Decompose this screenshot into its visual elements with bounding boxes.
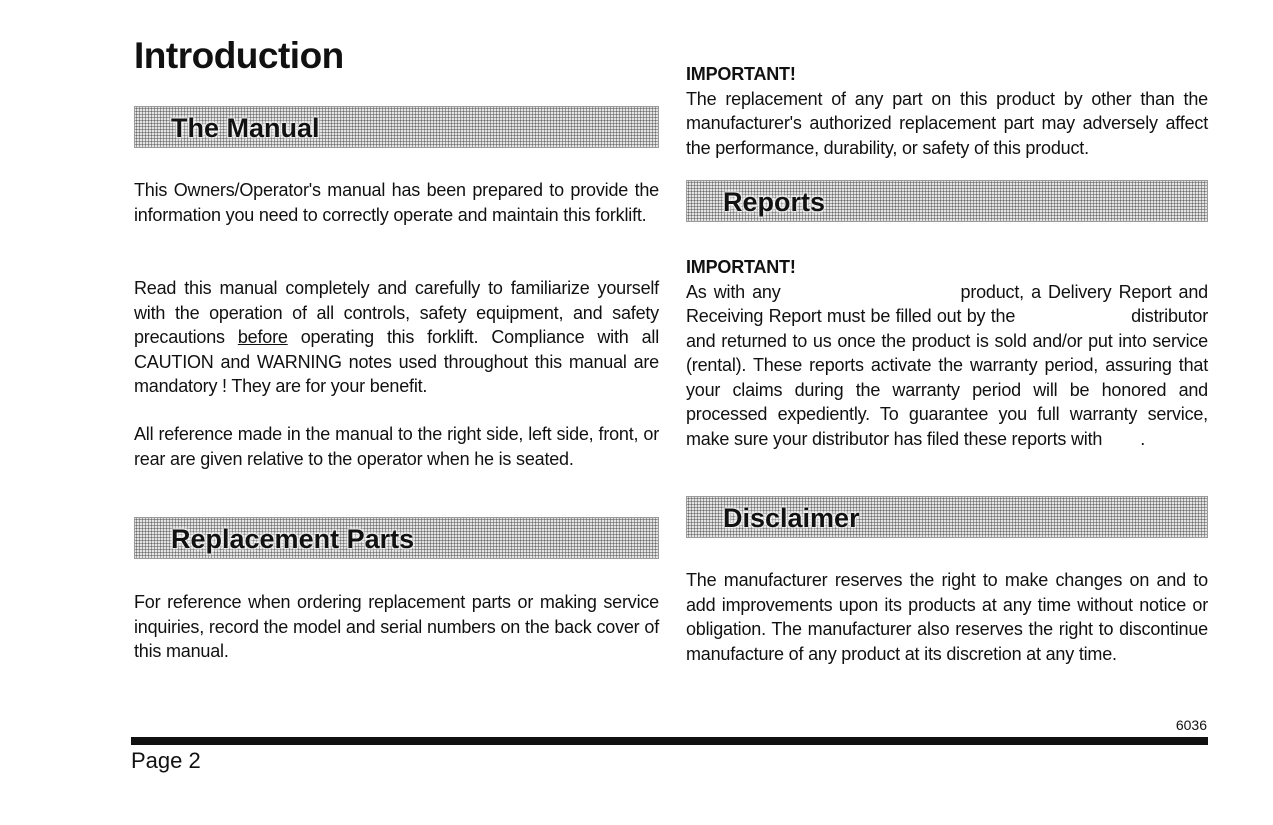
important-label-top: IMPORTANT! (686, 64, 796, 84)
manual-paragraph-1-text: This Owners/Operator's manual has been prepared to provide the information you need to correctly operate and maintain this forklift. (134, 180, 659, 225)
section-header-reports (686, 180, 1208, 222)
reports-text-part-4: . (1140, 428, 1146, 449)
section-header-disclaimer (686, 496, 1208, 538)
disclaimer-paragraph (686, 568, 1208, 666)
reports-text-part-3: distributor and returned to us once the product is sold and/or put into service (rental). These reports activate the warranty period, assuring that your claims during the warranty period will be honored and processed expediently. To guarantee you full warranty service, make sure your distributor has filed these reports with (686, 306, 1208, 449)
manual-paragraph-3 (134, 422, 659, 471)
page-title: Introduction (134, 35, 344, 76)
reports-text-part-2: product, a Delivery Report and Receiving Report must be filled out by the (686, 281, 1208, 326)
manual-paragraph-2-start: Read this manual completely and carefully to familiarize yourself with the operation of all controls, safety equipment, and safety precautions (134, 278, 659, 347)
manual-paragraph-2-underlined: before (237, 327, 288, 347)
section-heading-replacement-parts: Replacement Parts (171, 524, 415, 554)
manual-paragraph-2-end: operating this forklift. Compliance with all CAUTION and WARNING notes used throughout this manual are mandatory ! They are for your benefit. (134, 327, 659, 396)
replacement-parts-paragraph-text: For reference when ordering replacement parts or making service inquiries, record the model and serial numbers on the back cover of this manual. (134, 592, 659, 661)
section-header-the-manual (134, 106, 659, 148)
important-label-reports: IMPORTANT! (686, 257, 796, 277)
document-code: 6036 (1175, 717, 1207, 733)
manual-paragraph-1 (134, 178, 659, 227)
disclaimer-paragraph-text: The manufacturer reserves the right to make changes on and to add improvements upon its products at any time without notice or obligation. The manufacturer also reserves the right to discontinue manufacture of any product at its discretion at any time. (686, 570, 1208, 664)
replacement-parts-paragraph (134, 590, 659, 664)
important-replacement-text: The replacement of any part on this product by other than the manufacturer's authorized replacement part may adversely affect the performance, durability, or safety of this product. (686, 88, 1208, 158)
reports-text-part-1: As with any (686, 281, 781, 302)
section-heading-the-manual: The Manual (171, 113, 320, 143)
section-header-replacement-parts (134, 517, 659, 559)
manual-paragraph-2 (134, 276, 659, 399)
manual-paragraph-3-text: All reference made in the manual to the right side, left side, front, or rear are given relative to the operator when he is seated. (134, 424, 659, 469)
reports-paragraph (686, 255, 1208, 451)
footer-rule (131, 737, 1208, 745)
page-number: Page 2 (131, 748, 201, 773)
section-heading-disclaimer: Disclaimer (723, 503, 860, 533)
important-replacement-note (686, 62, 1208, 160)
section-heading-reports: Reports (723, 187, 826, 217)
